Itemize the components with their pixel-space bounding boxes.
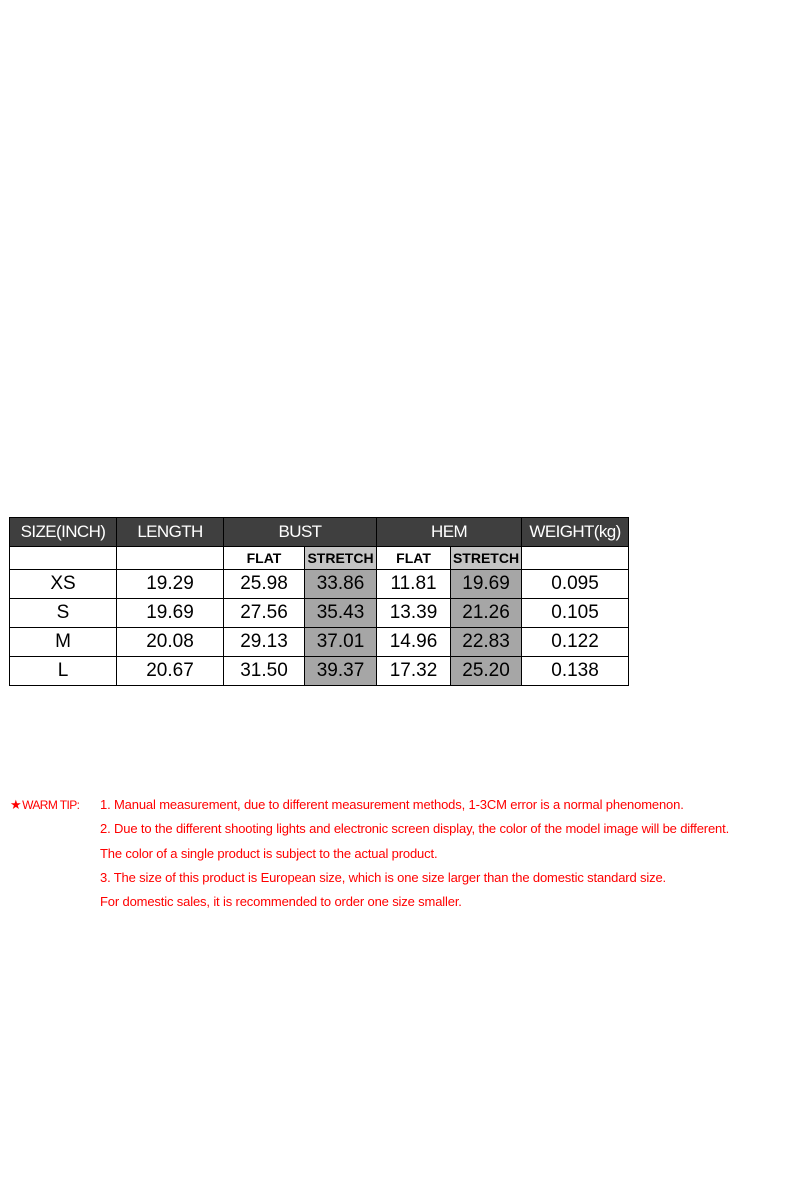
cell-length: 19.29 bbox=[117, 570, 224, 599]
tip-line bbox=[10, 845, 798, 869]
header-weight: WEIGHT(kg) bbox=[522, 518, 629, 547]
subheader-empty bbox=[117, 547, 224, 570]
size-chart-table bbox=[9, 517, 629, 686]
cell-length: 19.69 bbox=[117, 599, 224, 628]
cell-hem-stretch: 22.83 bbox=[451, 628, 522, 657]
table-subheader-row bbox=[10, 547, 629, 570]
cell-weight: 0.095 bbox=[522, 570, 629, 599]
table-row bbox=[10, 570, 629, 599]
cell-hem-stretch: 19.69 bbox=[451, 570, 522, 599]
tip-line bbox=[10, 869, 798, 893]
cell-bust-flat: 29.13 bbox=[224, 628, 305, 657]
cell-bust-flat: 25.98 bbox=[224, 570, 305, 599]
header-hem: HEM bbox=[377, 518, 522, 547]
cell-hem-stretch: 21.26 bbox=[451, 599, 522, 628]
warm-tip-label: WARM TIP: bbox=[22, 798, 80, 812]
cell-size: S bbox=[10, 599, 117, 628]
subheader-hem-stretch: STRETCH bbox=[451, 547, 522, 570]
subheader-hem-flat: FLAT bbox=[377, 547, 451, 570]
table-header-row bbox=[10, 518, 629, 547]
cell-bust-flat: 27.56 bbox=[224, 599, 305, 628]
tip-line bbox=[10, 820, 798, 844]
header-length: LENGTH bbox=[117, 518, 224, 547]
table-row bbox=[10, 599, 629, 628]
cell-bust-flat: 31.50 bbox=[224, 657, 305, 686]
cell-weight: 0.105 bbox=[522, 599, 629, 628]
tip-text: For domestic sales, it is recommended to order one size smaller. bbox=[100, 894, 462, 910]
cell-hem-flat: 17.32 bbox=[377, 657, 451, 686]
cell-bust-stretch: 35.43 bbox=[305, 599, 377, 628]
star-icon: ★ bbox=[10, 797, 22, 812]
table-row bbox=[10, 657, 629, 686]
header-size: SIZE(INCH) bbox=[10, 518, 117, 547]
cell-hem-flat: 13.39 bbox=[377, 599, 451, 628]
tip-line bbox=[10, 893, 798, 917]
subheader-bust-stretch: STRETCH bbox=[305, 547, 377, 570]
header-bust: BUST bbox=[224, 518, 377, 547]
warm-tip-block bbox=[10, 796, 798, 917]
cell-size: L bbox=[10, 657, 117, 686]
cell-bust-stretch: 33.86 bbox=[305, 570, 377, 599]
cell-bust-stretch: 37.01 bbox=[305, 628, 377, 657]
cell-length: 20.67 bbox=[117, 657, 224, 686]
cell-bust-stretch: 39.37 bbox=[305, 657, 377, 686]
cell-size: XS bbox=[10, 570, 117, 599]
tip-text: 2. Due to the different shooting lights and electronic screen display, the color of the model image will be different. bbox=[100, 821, 730, 837]
cell-weight: 0.138 bbox=[522, 657, 629, 686]
cell-hem-stretch: 25.20 bbox=[451, 657, 522, 686]
warm-tip-label-group bbox=[10, 796, 79, 814]
cell-length: 20.08 bbox=[117, 628, 224, 657]
cell-hem-flat: 11.81 bbox=[377, 570, 451, 599]
tip-text: 1. Manual measurement, due to different measurement methods, 1-3CM error is a normal phenomenon. bbox=[100, 797, 684, 812]
cell-weight: 0.122 bbox=[522, 628, 629, 657]
subheader-empty bbox=[10, 547, 117, 570]
cell-size: M bbox=[10, 628, 117, 657]
subheader-empty bbox=[522, 547, 629, 570]
tip-text: 3. The size of this product is European size, which is one size larger than the domestic standard size. bbox=[100, 869, 667, 885]
subheader-bust-flat: FLAT bbox=[224, 547, 305, 570]
tip-line bbox=[10, 796, 798, 820]
tip-text: The color of a single product is subject to the actual product. bbox=[100, 845, 438, 861]
cell-hem-flat: 14.96 bbox=[377, 628, 451, 657]
table-row bbox=[10, 628, 629, 657]
